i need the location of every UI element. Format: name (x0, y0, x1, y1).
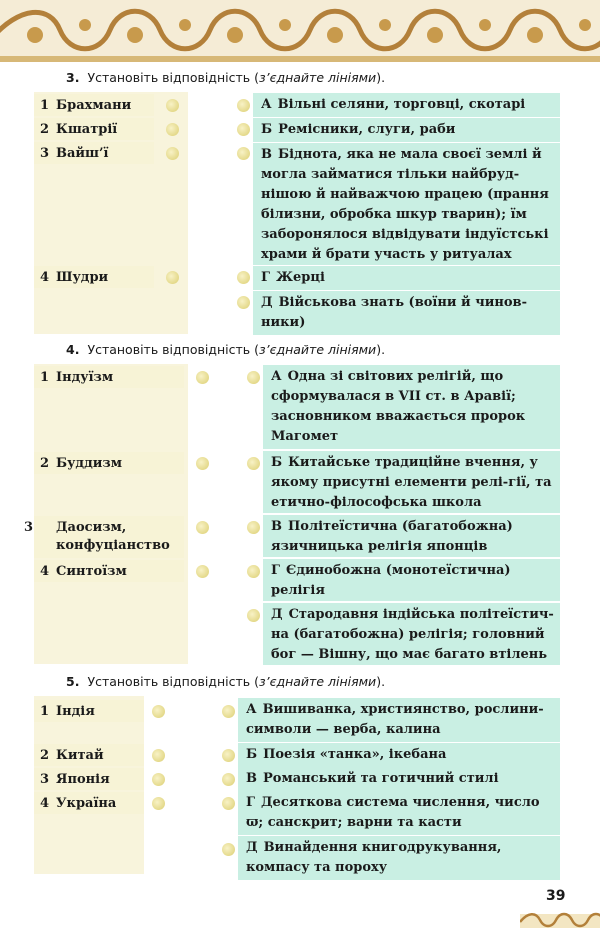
task-4-right-item-d (263, 603, 560, 665)
instruction-close: ). (376, 70, 386, 85)
item-number: 3 (40, 772, 50, 787)
task-3-right-item-v (253, 143, 560, 265)
item-letter: А (246, 702, 257, 717)
item-label: Індуїзм (56, 370, 114, 385)
instruction-text: Установіть відповідність ( (87, 674, 259, 689)
connector-dot[interactable] (196, 565, 209, 578)
item-letter: Г (261, 270, 270, 285)
item-letter: В (271, 519, 282, 534)
item-letter: Д (246, 840, 258, 855)
instruction-hint: з’єднайте лініями (258, 674, 377, 689)
connector-dot[interactable] (247, 371, 260, 384)
instruction-hint: з’єднайте лініями (258, 70, 377, 85)
instruction-hint: з’єднайте лініями (258, 342, 377, 357)
item-letter: Б (246, 747, 258, 762)
task-3-right-item-a (253, 93, 560, 117)
connector-dot[interactable] (166, 147, 179, 160)
item-label: Буддизм (56, 456, 122, 471)
item-number: 1 (40, 704, 50, 719)
task-4-right-item-h (263, 559, 560, 601)
item-letter: Д (271, 607, 283, 622)
task-4-left-item-4 (34, 560, 184, 582)
connector-dot[interactable] (237, 123, 250, 136)
item-label: Брахмани (56, 98, 132, 113)
connector-dot[interactable] (166, 123, 179, 136)
connector-dot[interactable] (152, 749, 165, 762)
connector-dot[interactable] (152, 705, 165, 718)
task-5-instruction (66, 674, 385, 689)
task-3-instruction (66, 70, 385, 85)
footer-ornament (520, 908, 600, 928)
task-3-right-item-d (253, 291, 560, 335)
item-text: Вільні селяни, торговці, скотарі (277, 97, 526, 112)
item-label: Індія (56, 704, 95, 719)
instruction-close: ). (376, 674, 386, 689)
task-number: 4. (66, 342, 80, 357)
task-4-left-item-2 (34, 452, 184, 474)
item-letter: В (261, 147, 272, 162)
item-letter: Б (271, 455, 283, 470)
item-number: 2 (40, 122, 50, 137)
task-5-left-item-1 (34, 700, 144, 722)
item-letter: Д (261, 295, 273, 310)
item-text: Біднота, яка не мала своєї землі й могла займатися тільки найбруд-нішою й найважчою працею (прання білизни, обробка шкур тварин); їм заборонялося відвідувати індуїстські храми й брати участь у ритуалах (261, 147, 549, 262)
task-3-left-item-3 (34, 142, 154, 164)
item-text: Поезія «танка», ікебана (263, 747, 447, 762)
task-5-right-item-h (238, 791, 560, 835)
task-3-right-item-h (253, 266, 560, 290)
item-text: Винайдення книгодрукування, компасу та пороху (246, 840, 502, 875)
task-4-right-item-v (263, 515, 560, 557)
item-text: Стародавня індійська політеїстич-на (багатобожна) релігія; головний бог — Вішну, що має багато втілень (271, 607, 554, 662)
task-5-left-item-3 (34, 768, 144, 790)
item-number: 4 (40, 564, 50, 579)
task-3-left-item-2 (34, 118, 154, 140)
item-label: Японія (56, 772, 110, 787)
task-4-left-panel (24, 364, 188, 664)
page-number: 39 (546, 888, 566, 904)
item-number: 1 (40, 370, 50, 385)
item-letter: А (261, 97, 272, 112)
task-5-right-item-b (238, 743, 560, 767)
connector-dot[interactable] (152, 797, 165, 810)
item-text: Політеїстична (багатобожна) язичницька релігія японців (271, 519, 513, 554)
connector-dot[interactable] (247, 521, 260, 534)
item-number: 4 (40, 796, 50, 811)
scroll-ornament-icon (0, 0, 600, 62)
connector-dot[interactable] (247, 565, 260, 578)
connector-dot[interactable] (237, 271, 250, 284)
item-number: 1 (40, 98, 50, 113)
item-label: Даосизм, конфуціанство (56, 520, 170, 553)
item-label: Україна (56, 796, 117, 811)
connector-dot[interactable] (196, 521, 209, 534)
connector-dot[interactable] (196, 371, 209, 384)
connector-dot[interactable] (222, 705, 235, 718)
task-3-right-item-b (253, 118, 560, 142)
task-number: 3. (66, 70, 80, 85)
instruction-text: Установіть відповідність ( (87, 342, 259, 357)
task-5-left-item-4 (34, 792, 144, 814)
item-letter: В (246, 771, 257, 786)
item-label: Шудри (56, 270, 109, 285)
item-label: Вайш’ї (56, 146, 109, 161)
connector-dot[interactable] (237, 147, 250, 160)
task-5-right-item-v (238, 767, 560, 791)
item-text: Десяткова система числення, число ϖ; санскрит; варни та касти (246, 795, 540, 830)
task-3-left-item-4 (34, 266, 154, 288)
connector-dot[interactable] (222, 749, 235, 762)
item-text: Військова знать (воїни й чинов-ники) (261, 295, 527, 330)
connector-dot[interactable] (166, 271, 179, 284)
item-letter: А (271, 369, 282, 384)
task-5-left-item-2 (34, 744, 144, 766)
item-label: Синтоїзм (56, 564, 127, 579)
connector-dot[interactable] (237, 99, 250, 112)
task-5-right-item-a (238, 698, 560, 742)
connector-dot[interactable] (166, 99, 179, 112)
task-number: 5. (66, 674, 80, 689)
item-label: Кшатрії (56, 122, 118, 137)
instruction-close: ). (376, 342, 386, 357)
connector-dot[interactable] (222, 843, 235, 856)
item-text: Романський та готичний стилі (263, 771, 499, 786)
task-4-left-item-1 (34, 366, 184, 388)
connector-dot[interactable] (247, 457, 260, 470)
item-label: Китай (56, 748, 104, 763)
connector-dot[interactable] (196, 457, 209, 470)
task-3-left-item-1 (34, 94, 154, 116)
connector-dot[interactable] (237, 296, 250, 309)
item-letter: Б (261, 122, 273, 137)
item-number: 3 (24, 520, 34, 535)
task-4-instruction (66, 342, 385, 357)
instruction-text: Установіть відповідність ( (87, 70, 259, 85)
item-number: 4 (40, 270, 50, 285)
item-number: 2 (40, 456, 50, 471)
connector-dot[interactable] (222, 773, 235, 786)
connector-dot[interactable] (222, 797, 235, 810)
item-text: Єдинобожна (монотеїстична) релігія (271, 563, 511, 598)
item-text: Ремісники, слуги, раби (278, 122, 456, 137)
item-number: 3 (40, 146, 50, 161)
task-4-right-item-a (263, 365, 560, 449)
connector-dot[interactable] (152, 773, 165, 786)
ornamental-header-banner (0, 0, 600, 62)
item-text: Одна зі світових релігій, що сформувалася в VII ст. в Аравії; засновником вважається пророк Магомет (271, 369, 526, 444)
task-4-left-item-3 (24, 516, 184, 558)
item-text: Китайське традиційне вчення, у якому присутні елементи релі-гії, та етично-філософська школа (271, 455, 552, 510)
item-number: 2 (40, 748, 50, 763)
item-text: Жерці (275, 270, 325, 285)
item-text: Вишиванка, християнство, рослини-символи — верба, калина (246, 702, 544, 737)
item-letter: Г (271, 563, 280, 578)
task-4-right-item-b (263, 451, 560, 513)
connector-dot[interactable] (247, 609, 260, 622)
item-letter: Г (246, 795, 255, 810)
footer-ornament-icon (520, 908, 600, 928)
task-5-right-item-d (238, 836, 560, 880)
